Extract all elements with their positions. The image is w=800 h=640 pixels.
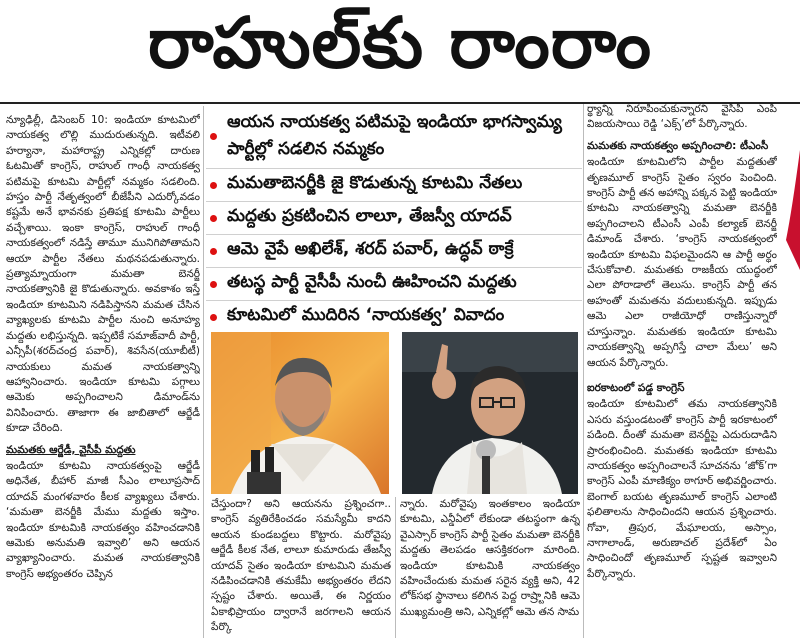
highlight-item: తటస్థ పార్టీ వైసీపీ నుంచీ ఊహించని మద్దతు	[206, 268, 582, 301]
subheading-tmc: మమతకు నాయకత్వం అప్పగించాలి: టీఎంసీ	[587, 139, 769, 152]
highlight-item: ఆమె వైపే అఖిలేశ్‌, శరద్‌ పవార్‌, ఉద్ధవ్‌ ఠాక్రే	[206, 235, 582, 268]
bullet-icon	[210, 133, 217, 140]
headline: రాహుల్‌కు రాంరాం	[0, 0, 800, 104]
highlight-item: కూటమిలో ముదిరిన ‘నాయకత్వ’ వివాదం	[206, 301, 582, 333]
body-paragraph: ఇండియా కూటమిలోని పార్టీల మద్దతుతో తృణమూల్‌ కాంగ్రెస్‌ సైతం స్వరం పెంచింది. కాంగ్రెస్‌ పార్టీ తన అహాన్ని పక్కన పెట్టి ఇండియా కూటమి నాయకత్వాన్ని మమతా బెనర్జీకి అప్పగించాలని టీఎంసీ ఎంపీ కల్యాణ్‌ బెనర్జీ డిమాండ్‌ చేశారు. ‘కాంగ్రెస్‌ నాయకత్వంలో ఇండియా కూటమి విఫలమైందని ఆ పార్టీ అర్థం చేసుకోవాలి. మమతకు రాజకీయ యుద్ధంలో ఎలా పోరాడాలో తెలుసు. కాంగ్రెస్‌ పార్టీ తన అహంతో మమతను వదులుకున్నది. ఇప్పుడు ఆమె ఎలా రాజీయోధో రాణిస్తున్నారో చూస్తున్నాం. మమతకు ఇండియా కూటమి నాయకత్వాన్ని అప్పగిస్తే చాలా మేలు’ అని ఆయన పేర్కొన్నారు.	[587, 156, 777, 369]
body-paragraph: ఇండియా కూటమిలో తమ నాయకత్వానికి ఎసరు వస్తుండటంతో కాంగ్రెస్‌ పార్టీ ఇరకాటంలో పడింది. దీంతో మమతా బెనర్జీపై ఎదురుదాడిని ప్రారంభించింది. మమతకు ఇండియా కూటమి నాయకత్వం అప్పగించాలనే సూచనను ‘జోక్‌’గా కాంగ్రెస్‌ ఎంపీ మాణిక్యం ఠాగూర్‌ అభివర్ణించారు. బెంగాల్‌ బయట తృణమూల్‌ కాంగ్రెస్‌ ఎలాంటి ఫలితాలను సాధించిందని ఆయన ప్రశ్నించారు. గోవా, త్రిపుర, మేఘాలయ, అస్సాం, నాగాలాండ్‌, అరుణాచల్‌ ప్రదేశ్‌లో ఏం సాధించిందో తృణమూల్‌ స్పష్టత ఇవ్వాలని పేర్కొన్నారు.	[587, 398, 777, 580]
bullet-icon	[210, 215, 217, 222]
article-column-2b	[400, 497, 580, 638]
body-paragraph: ఇండియా కూటమి నాయకత్వంపై ఆర్జేడీ అధినేత, బీహార్‌ మాజీ సీఎం లాలూప్రసాద్‌ యాదవ్‌ మంగళవారం కీలక వ్యాఖ్యలు చేశారు. ‘మమతా బెనర్జీకి మేము మద్దతు ఇస్తాం. ఇండియా కూటమికి నాయకత్వం వహించడానికి ఆమెకు అనుమతి ఇవ్వాలి’ అని ఆయన వ్యాఖ్యానించారు. మమత నాయకత్వానికి కాంగ్రెస్‌ అభ్యంతరం చెప్పిన	[6, 459, 200, 580]
photo-rahul-gandhi	[211, 332, 389, 494]
article-column-1	[6, 113, 200, 638]
bullet-icon	[210, 314, 217, 321]
highlights-list	[206, 104, 582, 328]
highlight-item: ఆయన నాయకత్వ పటిమపై ఇండియా భాగస్వామ్య పార్టీల్లో సడలిన నమ్మకం	[206, 104, 582, 169]
body-paragraph: చేస్తుందా? అని ఆయనను ప్రశ్నించగా.. కాంగ్రెస్‌ వ్యతిరేకించడం సమస్యేమీ కాదని ఆయన కుండబద్దలు కొట్టారు. మరోవైపు ఆర్జేడీ కీలక నేత, లాలూ కుమారుడు తేజస్వీ యాదవ్‌ సైతం ఇండియా కూటమిని మమత నడిపించడానికి తమకేమీ అభ్యంతరం లేదని స్పష్టం చేశారు. అయితే, ఈ నిర్ణయం ఏకాభిప్రాయం ద్వారానే జరగాలని ఆయన పేర్కొ	[211, 498, 391, 634]
lead-paragraph: ర్థ్యాన్ని నిరూపించుకున్నారని వైసీపీ ఎంపీ విజయసాయి రెడ్డి ‘ఎక్స్‌’లో పేర్కొన్నారు.	[587, 103, 777, 131]
accent-mark	[782, 150, 800, 270]
highlight-item: మమతాబెనర్జీకి జై కొడుతున్న కూటమి నేతలు	[206, 169, 582, 202]
body-paragraph: న్నారు. మరోవైపు ఇంతకాలం ఇండియా కూటమి, ఎన్డీఏలో లేకుండా తటస్థంగా ఉన్న వైఎస్సార్‌ కాంగ్రెస్‌ పార్టీ సైతం మమతా బెనర్జీకి మద్దతు తెలపడం ఆసక్తికరంగా మారింది. ఇండియా కూటమికి నాయకత్వం వహించేందుకు మమత సరైన వ్యక్తి అని, 42 లోక్‌సభ స్థానాలు కలిగిన పెద్ద రాష్ర్టానికి ఆమె ముఖ్యమంత్రి అని, ఎన్నికల్లో ఆమె తన సామ	[400, 498, 580, 618]
highlight-item: మద్దతు ప్రకటించిన లాలూ, తేజస్వీ యాదవ్	[206, 202, 582, 235]
article-column-2a	[211, 497, 391, 638]
subheading-rjd-ysrcp: మమతకు ఆర్జేడీ, వైసీపీ మద్దతు	[6, 443, 136, 456]
column-divider	[203, 106, 204, 638]
subheading-congress: ఐరకాటంలో పడ్డ కాంగ్రెస్‌	[587, 381, 685, 394]
column-divider	[583, 104, 584, 638]
article-column-3	[587, 102, 777, 638]
column-divider	[395, 497, 396, 638]
bullet-icon	[210, 248, 217, 255]
photo-mamata-banerjee	[402, 332, 578, 494]
lead-paragraph: న్యూఢిల్లీ, డిసెంబర్‌ 10: ఇండియా కూటమిలో నాయకత్వ లొల్లి ముదురుతున్నది. ఇటీవలి హర్యానా, మహారాష్ట్ర ఎన్నికల్లో దారుణ ఓటమితో కాంగ్రెస్‌, రాహుల్‌ గాంధీ నాయకత్వ పటిమపై కూటమి పార్టీల్లో నమ్మకం సడలింది. హస్తం పార్టీ నేతృత్వంలో బీజేపీని ఎదుర్కోవడం కష్టమే అనే భావనకు ప్రతిపక్ష కూటమి పార్టీలు వచ్చేశాయి. ఇంకా కాంగ్రెస్‌, రాహుల్‌ గాంధీ నాయకత్వంలో నడిస్తే తామూ మునిగిపోతామని ఆయా పార్టీల నేతలు మథనపడుతున్నారు. ప్రత్యామ్నాయంగా మమతా బెనర్జీ నాయకత్వానికి జై కొడుతున్నారు. అవకాశం ఇస్తే ఇండియా కూటమిని నడిపిస్తానని మమత చేసిన వ్యాఖ్యలకు కూటమి పార్టీల నుంచి అనూహ్య మద్దతు లభిస్తున్నది. ఇప్పటికే సమాజ్‌వాదీ పార్టీ, ఎన్సీపీ(శరద్‌చంద్ర పవార్‌), శివసేన(యూబీటీ) నాయకులు మమత నాయకత్వాన్ని ఆహ్వానించారు. ఇండియా కూటమి పగ్గాలు ఆమెకు అప్పగించాలని డిమాండ్‌ను వినిపించారు. తాజాగా ఈ జాబితాలో ఆర్జేడీ కూడా చేరింది.	[6, 114, 200, 435]
bullet-icon	[210, 182, 217, 189]
bullet-icon	[210, 281, 217, 288]
